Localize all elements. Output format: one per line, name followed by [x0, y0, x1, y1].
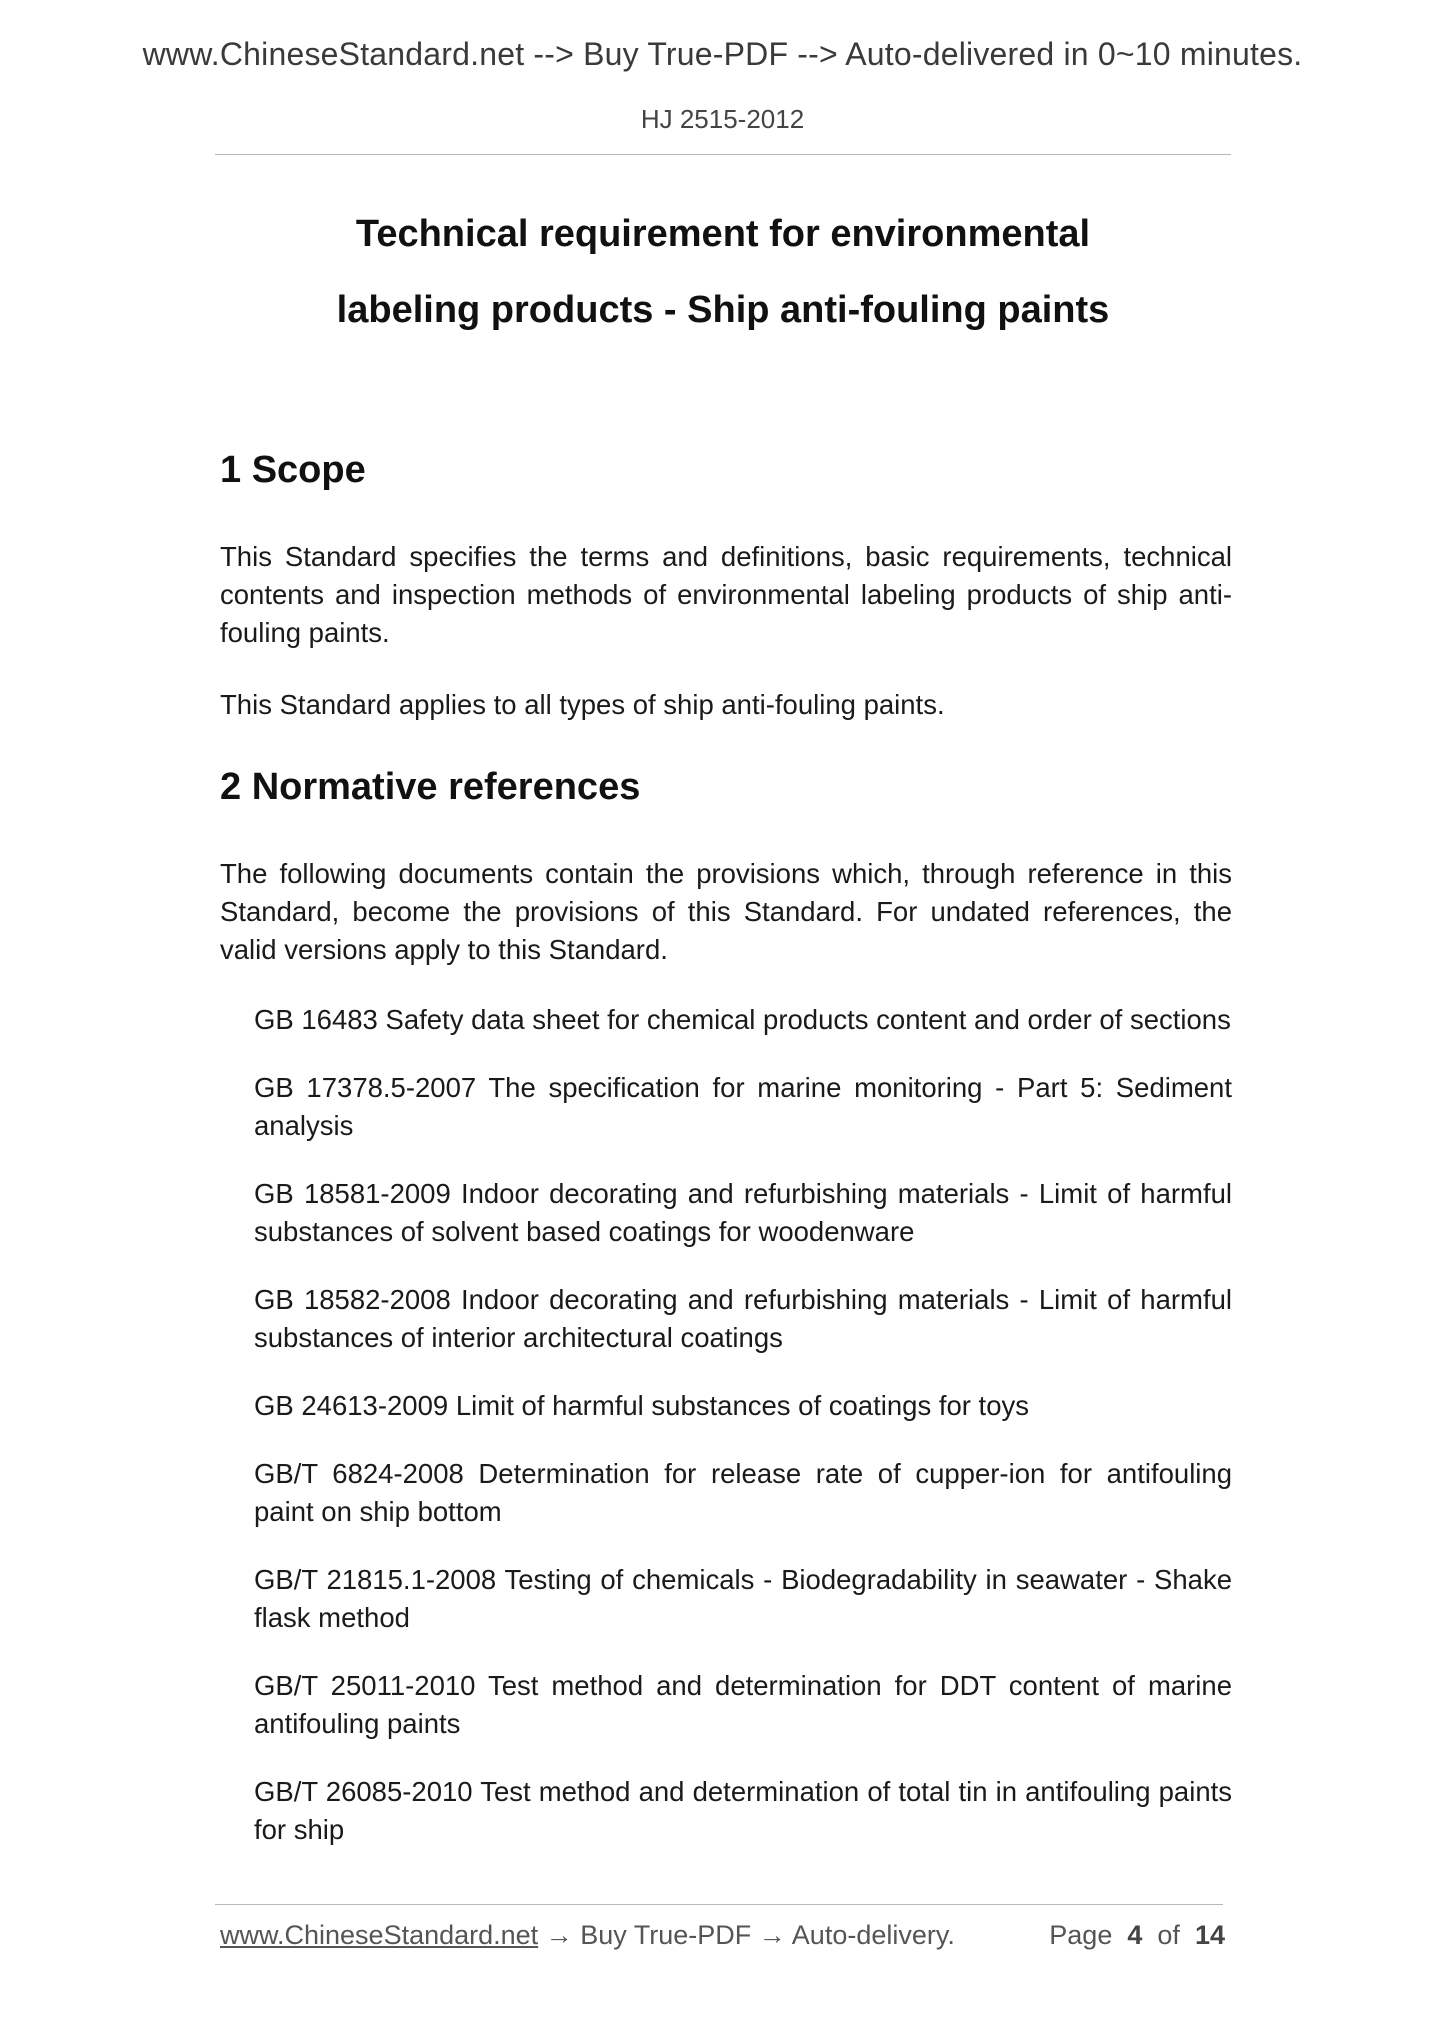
footer-divider — [215, 1904, 1223, 1905]
title-line-1: Technical requirement for environmental — [355, 213, 1091, 255]
reference-item: GB 24613-2009 Limit of harmful substances of coatings for toys — [254, 1390, 1029, 1421]
reference-item: GB 18582-2008 Indoor decorating and refurbishing materials - Limit of harmful substances of interior architectural coatings — [254, 1284, 1232, 1353]
reference-item: GB/T 6824-2008 Determination for release rate of cupper-ion for antifouling paint on ship bottom — [254, 1458, 1232, 1527]
page-of-label: of — [1157, 1920, 1180, 1950]
reference-item: GB/T 21815.1-2008 Testing of chemicals - Biodegradability in seawater - Shake flask method — [254, 1564, 1232, 1633]
reference-item: GB/T 25011-2010 Test method and determination for DDT content of marine antifouling paints — [254, 1670, 1232, 1739]
header-divider — [215, 154, 1231, 155]
reference-list — [254, 1001, 1232, 1879]
page-label: Page — [1049, 1920, 1113, 1950]
page-number — [1049, 1920, 1225, 1951]
standard-code: HJ 2515-2012 — [640, 104, 805, 134]
footer-site-link[interactable]: www.ChineseStandard.net — [220, 1920, 539, 1950]
reference-item: GB 17378.5-2007 The specification for marine monitoring - Part 5: Sediment analysis — [254, 1072, 1232, 1141]
title-line-2: labeling products - Ship anti-fouling paints — [336, 289, 1110, 331]
reference-item: GB 16483 Safety data sheet for chemical products content and order of sections — [254, 1004, 1231, 1035]
page-total: 14 — [1194, 1920, 1225, 1950]
footer-delivery-text: Auto-delivery. — [791, 1920, 955, 1950]
page-current: 4 — [1127, 1920, 1143, 1950]
footer-promo — [220, 1920, 955, 1951]
document-title — [215, 196, 1231, 348]
section-heading-normative-references: 2 Normative references — [220, 766, 641, 808]
footer-buy-text: Buy True-PDF — [580, 1920, 752, 1950]
normative-intro-paragraph: The following documents contain the provisions which, through reference in this Standard, become the provisions of this Standard. For undated references, the valid versions apply to this Standard. — [220, 858, 1232, 965]
page-footer — [220, 1920, 1225, 1960]
reference-item: GB/T 26085-2010 Test method and determination of total tin in antifouling paints for ship — [254, 1776, 1232, 1845]
arrow-right-icon: → — [545, 1920, 573, 1950]
arrow-right-icon: → — [758, 1920, 786, 1950]
scope-paragraph-2: This Standard applies to all types of ship anti-fouling paints. — [220, 689, 945, 720]
top-banner: www.ChineseStandard.net --> Buy True-PDF --> Auto-delivered in 0~10 minutes. — [142, 36, 1303, 72]
reference-item: GB 18581-2009 Indoor decorating and refurbishing materials - Limit of harmful substances of solvent based coatings for woodenware — [254, 1178, 1232, 1247]
scope-paragraph-1: This Standard specifies the terms and definitions, basic requirements, technical contents and inspection methods of environmental labeling products of ship anti-fouling paints. — [220, 541, 1232, 648]
section-heading-scope: 1 Scope — [220, 449, 366, 491]
